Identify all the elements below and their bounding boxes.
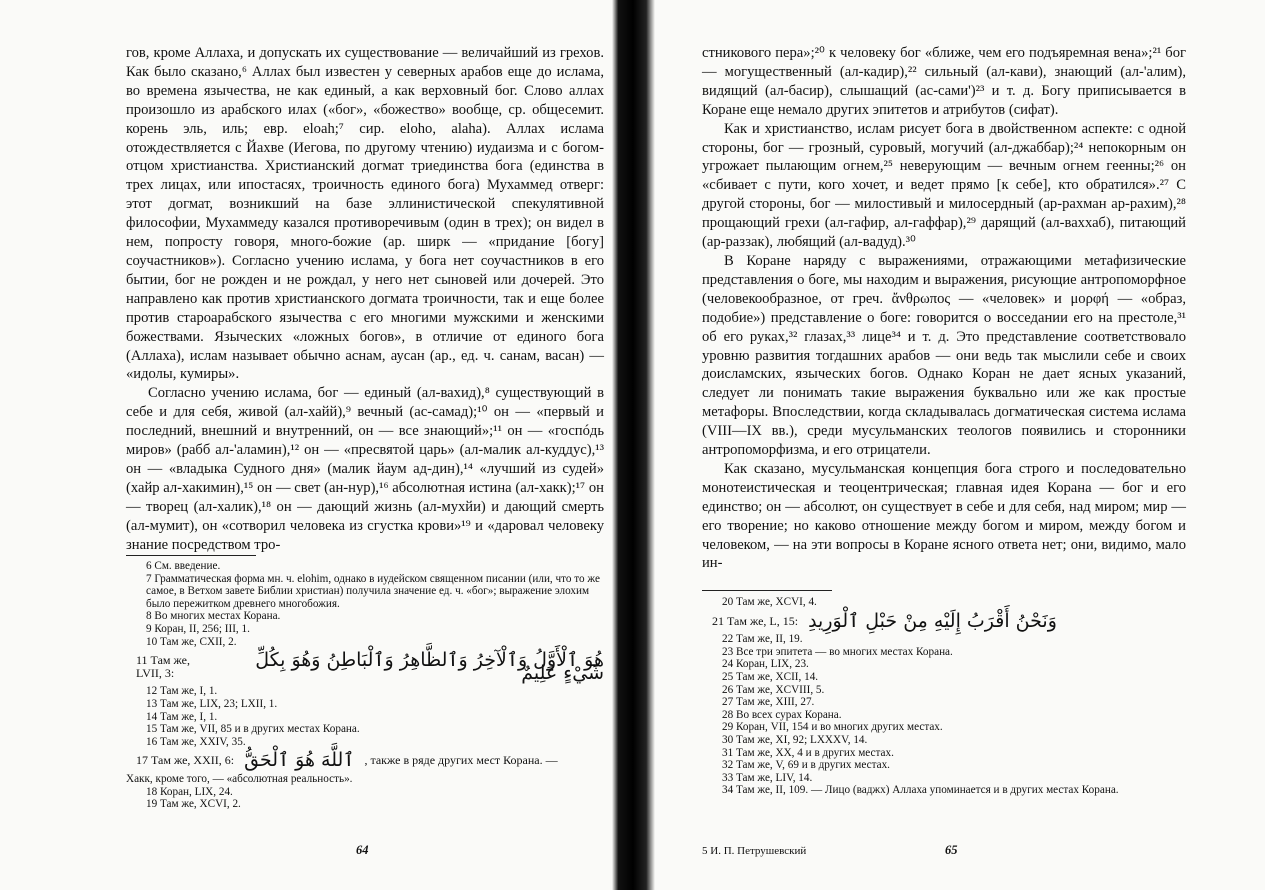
footnote-17-continuation: Хакк, кроме того, — «абсолютная реальность». [126,772,353,785]
book-gutter-left [612,0,633,890]
right-body-text [702,44,1186,573]
footnote-17 [136,749,604,772]
footnote: 27 Там же, XIII, 27. [722,696,815,709]
left-paragraph-1: гов, кроме Аллаха, и допускать их существование — величайший из грехов. Как было сказано,⁶ Аллах был известен у северных арабов еще до ислама, во времена язычества, не как единый, а как верховный бог. Слово аллах произошло из арабского илах («бог», «божество» вообще, ср. общесемит. корень эль, иль; евр. eloah;⁷ сир. eloho, alaha). Аллах ислама отождествляется с Йахве (Иегова, по другому чтению) иудаизма и с богом-отцом христианства. Христианский догмат триединства бога (единства в трех лицах, или ипостасях, троичность единого бога) Мухаммед отверг: этот догмат, возникший на базе эллинистической спекулятивной философии, Мухаммеду казался противоречивым (один в трех); он видел в нем, попросту говоря, много-божие (ар. ширк — «придание [богу] соучастников»). Согласно учению ислама, у бога нет соучастников в его бытии, бог не рожден и не рождал, у него нет сыновей или дочерей. Это направлено как против христианского догмата троичности, так и еще более против староарабского язычества с его многими мужскими и женскими божествами. Языческих «ложных богов», в отличие от единого бога (Аллаха), ислам называет обычно аснам, аусан (ар., ед. ч. санам, васан) — «идолы, кумиры». [126,45,604,383]
right-footnote-rule [702,590,832,591]
left-page-number: 64 [356,843,369,857]
left-paragraph-2: Согласно учению ислама, бог — единый (ал-вахид),⁸ существующий в себе и для себя, живой (ал-хайй),⁹ вечный (ас-самад);¹⁰ он — «первый и последний, внешний и внутренний, он — все знающий»;¹¹ он — «госпóдь миров» (рабб ал-'аламин),¹² он — «пресвятой царь» (ал-малик ал-куддус),¹³ он — «владыка Судного дня» (малик йаум ад-дин),¹⁴ «лучший из судей» (хайр ал-хакимин),¹⁵ он — свет (ан-нур),¹⁶ абсолютная истина (ал-хакк);¹⁷ он — творец (ал-халик),¹⁸ он — дающий жизнь (ал-мухйи) и дающий смерть (ал-мумит), он «сотворил человека из сгустка крови»¹⁹ и «даровал человеку знание посредством тро- [126,385,604,553]
left-footnotes [126,560,604,811]
arabic-quote: هُوَ ٱلْأَوَّلُ وَٱلْآخِرُ وَٱلظَّاهِرُ وَٱلْبَاطِنُ وَهُوَ بِكُلِّ شَيْءٍ عَلِيمٌ [255,649,604,684]
footnote: 14 Там же, I, 1. [146,710,218,723]
footnote: 16 Там же, XXIV, 35. [146,735,246,748]
right-paragraph-1: стникового пера»;²⁰ к человеку бог «ближе, чем его подъяремная вена»;²¹ бог — могущественный (ал-кадир),²² сильный (ал-кави), знающий (ал-'алим), видящий (ал-басир), слышащий (ас-сами')²³ и т. д. Богу приписывается в Коране еще немало других эпитетов и атрибутов (сифат). [702,45,1186,118]
footnote: 13 Там же, LIX, 23; LXII, 1. [146,697,278,710]
footnote: 6 См. введение. [146,560,221,572]
footnote: 26 Там же, XCVIII, 5. [722,683,825,696]
footnote: 22 Там же, II, 19. [722,633,803,646]
footnote-11-label: 11 Там же, LVII, 3: [136,653,190,680]
footnote: 24 Коран, LIX, 23. [722,658,809,671]
footnote-17-tail: , также в ряде других мест Корана. — [364,753,558,768]
footnote: 18 Коран, LIX, 24. [146,785,233,798]
footnote: 19 Там же, XCVI, 2. [146,798,241,811]
right-paragraph-3: В Коране наряду с выражениями, отражающими метафизические представления о боге, мы находим и выражения, рисующие антропоморфное (человекообразное, от греч. ἄνθρωπος — «человек» и μορφή — «образ, подобие») представление о боге: говорится о восседании его на престоле,³¹ об его руках,³² глазах,³³ лице³⁴ и т. д. Это представление соответствовало уровню развития тогдашних арабов — они ведь так мыслили себе и своих доисламских, языческих богов. Однако Коран не дает ясных указаний, следует ли понимать такие выражения буквально или же как простые метафоры. Впоследствии, когда складывалась догматическая система ислама (VIII—IX вв.), среди мусульманских теологов появились и сторонники антропоморфизма, и его отрицатели. [702,252,1186,459]
footnote: 25 Там же, XCII, 14. [722,670,819,683]
right-page-number: 65 [945,843,958,857]
footnote-17-label: 17 Там же, XXII, 6: [136,753,235,768]
footnote: 34 Там же, II, 109. — Лицо (ваджх) Аллаха упоминается и в других местах Корана. [722,784,1119,797]
footnote: 23 Все три эпитета — во многих местах Корана. [722,645,953,658]
footnote: 20 Там же, XCVI, 4. [722,596,817,608]
arabic-quote: ٱللَّهَ هُوَ ٱلْحَقُّ [244,749,355,772]
footnote: 29 Коран, VII, 154 и во многих других местах. [722,721,943,734]
left-footnote-rule [126,555,256,556]
footnote: 8 Во многих местах Корана. [146,610,281,623]
footnote-21 [712,609,1186,632]
footnote: 12 Там же, I, 1. [146,685,218,698]
book-gutter-right [633,0,655,890]
footnote: 28 Во всех сурах Корана. [722,708,842,721]
footnote: 31 Там же, XX, 4 и в других местах. [722,746,894,759]
left-body-text [126,44,604,554]
printer-signature: 5 И. П. Петрушевский [702,845,807,857]
footnote: 7 Грамматическая форма мн. ч. elohim, однако в иудейском священном писании (или, что то же самое, в Ветхом завете Библии христиан) получила значение ед. ч. «бог»; выражение элохим было пережитком древнего многобожия. [146,572,600,610]
footnote: 30 Там же, XI, 92; LXXXV, 14. [722,733,868,746]
footnote: 15 Там же, VII, 85 и в других местах Корана. [146,723,360,736]
footnote: 9 Коран, II, 256; III, 1. [146,622,250,635]
right-footnotes [702,596,1186,797]
footnote: 33 Там же, LIV, 14. [722,771,813,784]
footnote: 32 Там же, V, 69 и в других местах. [722,759,890,772]
right-paragraph-2: Как и христианство, ислам рисует бога в двойственном аспекте: с одной стороны, бог — грозный, суровый, могучий (ал-джаббар);²⁴ непокорным он угрожает пылающим огнем,²⁵ неверующим — вечным огнем геенны;²⁶ он «сбивает с пути, кого хочет, и ведет прямо [к себе], кто обратился».²⁷ С другой стороны, бог — милостивый и милосердный (ар-рахман ар-рахим),²⁸ прощающий грехи (ал-гафир, ал-гаффар),²⁹ дарящий (ал-ваххаб), питающий (ар-раззак), любящий (ал-вадуд).³⁰ [702,120,1186,251]
footnote-21-label: 21 Там же, L, 15: [712,613,799,628]
footnote-11 [136,649,604,684]
right-paragraph-4: Как сказано, мусульманская концепция бога строго и последовательно монотеистическая и теоцентрическая; главная идея Корана — бог и его единство; он — абсолют, он существует в себе и для себя, над миром; мир — его творение; но каково отношение между богом и миром, между богом и человеком, — на эти вопросы в Коране ясного ответа нет; они, видимо, мало ин- [702,460,1186,572]
arabic-quote: وَنَحْنُ أَقْرَبُ إِلَيْهِ مِنْ حَبْلِ ٱلْوَرِيدِ [808,609,1057,632]
footnote: 10 Там же, CXII, 2. [146,635,237,648]
